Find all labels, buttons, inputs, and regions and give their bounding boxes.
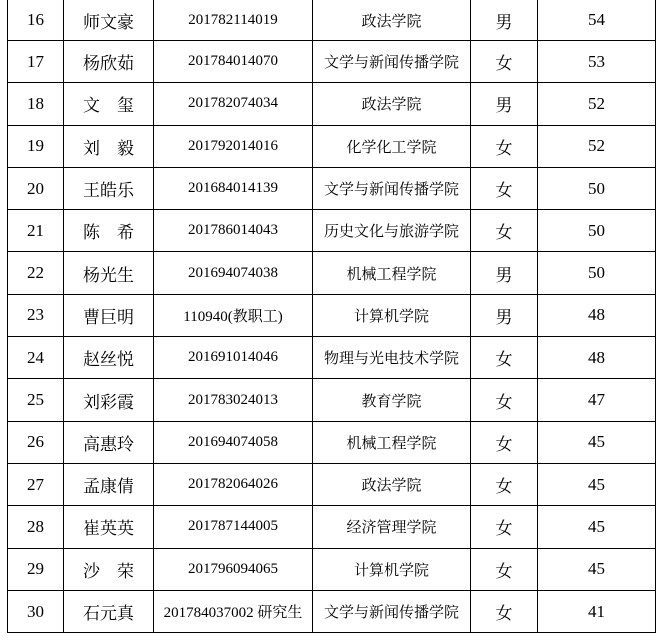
college-cell: 物理与光电技术学院 <box>313 337 471 379</box>
student-id-cell: 201782064026 <box>154 463 313 505</box>
ranking-table <box>7 0 656 633</box>
name-cell: 曹巨明 <box>64 294 154 336</box>
gender-cell: 女 <box>471 125 538 167</box>
table-row <box>8 294 656 336</box>
name-cell: 刘 毅 <box>64 125 154 167</box>
table-row <box>8 548 656 590</box>
rank-cell: 22 <box>8 252 64 294</box>
gender-cell: 女 <box>471 463 538 505</box>
table-row <box>8 125 656 167</box>
table-row <box>8 463 656 505</box>
college-cell: 机械工程学院 <box>313 421 471 463</box>
score-cell: 48 <box>538 337 656 379</box>
college-cell: 历史文化与旅游学院 <box>313 210 471 252</box>
rank-cell: 26 <box>8 421 64 463</box>
name-cell: 赵丝悦 <box>64 337 154 379</box>
table-row <box>8 337 656 379</box>
rank-cell: 24 <box>8 337 64 379</box>
college-cell: 文学与新闻传播学院 <box>313 41 471 83</box>
gender-cell: 男 <box>471 252 538 294</box>
ranking-table-body <box>8 0 656 633</box>
name-cell: 杨欣茹 <box>64 41 154 83</box>
student-id-cell: 201792014016 <box>154 125 313 167</box>
rank-cell: 21 <box>8 210 64 252</box>
rank-cell: 29 <box>8 548 64 590</box>
rank-cell: 18 <box>8 83 64 125</box>
score-cell: 45 <box>538 421 656 463</box>
college-cell: 化学化工学院 <box>313 125 471 167</box>
gender-cell: 男 <box>471 83 538 125</box>
score-cell: 47 <box>538 379 656 421</box>
college-cell: 计算机学院 <box>313 294 471 336</box>
name-cell: 沙 荣 <box>64 548 154 590</box>
student-id-cell: 201783024013 <box>154 379 313 421</box>
rank-cell: 28 <box>8 506 64 548</box>
rank-cell: 17 <box>8 41 64 83</box>
college-cell: 机械工程学院 <box>313 252 471 294</box>
student-id-cell: 201796094065 <box>154 548 313 590</box>
table-row <box>8 421 656 463</box>
score-cell: 48 <box>538 294 656 336</box>
student-id-cell: 201694074038 <box>154 252 313 294</box>
gender-cell: 男 <box>471 0 538 41</box>
table-row <box>8 0 656 41</box>
student-id-cell: 201782114019 <box>154 0 313 41</box>
score-cell: 41 <box>538 590 656 632</box>
score-cell: 45 <box>538 463 656 505</box>
college-cell: 政法学院 <box>313 0 471 41</box>
table-row <box>8 167 656 209</box>
rank-cell: 25 <box>8 379 64 421</box>
table-row <box>8 379 656 421</box>
gender-cell: 女 <box>471 590 538 632</box>
table-row <box>8 590 656 632</box>
gender-cell: 女 <box>471 337 538 379</box>
name-cell: 文 玺 <box>64 83 154 125</box>
gender-cell: 男 <box>471 294 538 336</box>
student-id-cell: 201694074058 <box>154 421 313 463</box>
student-id-cell: 201786014043 <box>154 210 313 252</box>
rank-cell: 20 <box>8 167 64 209</box>
college-cell: 政法学院 <box>313 83 471 125</box>
student-id-cell: 201784037002 研究生 <box>154 590 313 632</box>
table-row <box>8 83 656 125</box>
gender-cell: 女 <box>471 421 538 463</box>
score-cell: 50 <box>538 167 656 209</box>
student-id-cell: 201691014046 <box>154 337 313 379</box>
gender-cell: 女 <box>471 210 538 252</box>
score-cell: 50 <box>538 210 656 252</box>
table-row <box>8 252 656 294</box>
score-cell: 45 <box>538 548 656 590</box>
gender-cell: 女 <box>471 41 538 83</box>
student-id-cell: 201787144005 <box>154 506 313 548</box>
gender-cell: 女 <box>471 379 538 421</box>
rank-cell: 19 <box>8 125 64 167</box>
college-cell: 文学与新闻传播学院 <box>313 590 471 632</box>
score-cell: 54 <box>538 0 656 41</box>
rank-cell: 23 <box>8 294 64 336</box>
college-cell: 文学与新闻传播学院 <box>313 167 471 209</box>
student-id-cell: 201782074034 <box>154 83 313 125</box>
student-id-cell: 201784014070 <box>154 41 313 83</box>
name-cell: 高惠玲 <box>64 421 154 463</box>
college-cell: 经济管理学院 <box>313 506 471 548</box>
gender-cell: 女 <box>471 506 538 548</box>
score-cell: 45 <box>538 506 656 548</box>
name-cell: 刘彩霞 <box>64 379 154 421</box>
gender-cell: 女 <box>471 167 538 209</box>
name-cell: 孟康倩 <box>64 463 154 505</box>
table-row <box>8 41 656 83</box>
name-cell: 师文豪 <box>64 0 154 41</box>
college-cell: 教育学院 <box>313 379 471 421</box>
score-cell: 52 <box>538 125 656 167</box>
score-cell: 53 <box>538 41 656 83</box>
college-cell: 计算机学院 <box>313 548 471 590</box>
rank-cell: 30 <box>8 590 64 632</box>
rank-cell: 27 <box>8 463 64 505</box>
college-cell: 政法学院 <box>313 463 471 505</box>
name-cell: 石元真 <box>64 590 154 632</box>
table-row <box>8 506 656 548</box>
student-id-cell: 201684014139 <box>154 167 313 209</box>
name-cell: 陈 希 <box>64 210 154 252</box>
score-cell: 52 <box>538 83 656 125</box>
name-cell: 崔英英 <box>64 506 154 548</box>
name-cell: 杨光生 <box>64 252 154 294</box>
gender-cell: 女 <box>471 548 538 590</box>
score-cell: 50 <box>538 252 656 294</box>
student-id-cell: 110940(教职工) <box>154 294 313 336</box>
table-row <box>8 210 656 252</box>
rank-cell: 16 <box>8 0 64 41</box>
name-cell: 王皓乐 <box>64 167 154 209</box>
